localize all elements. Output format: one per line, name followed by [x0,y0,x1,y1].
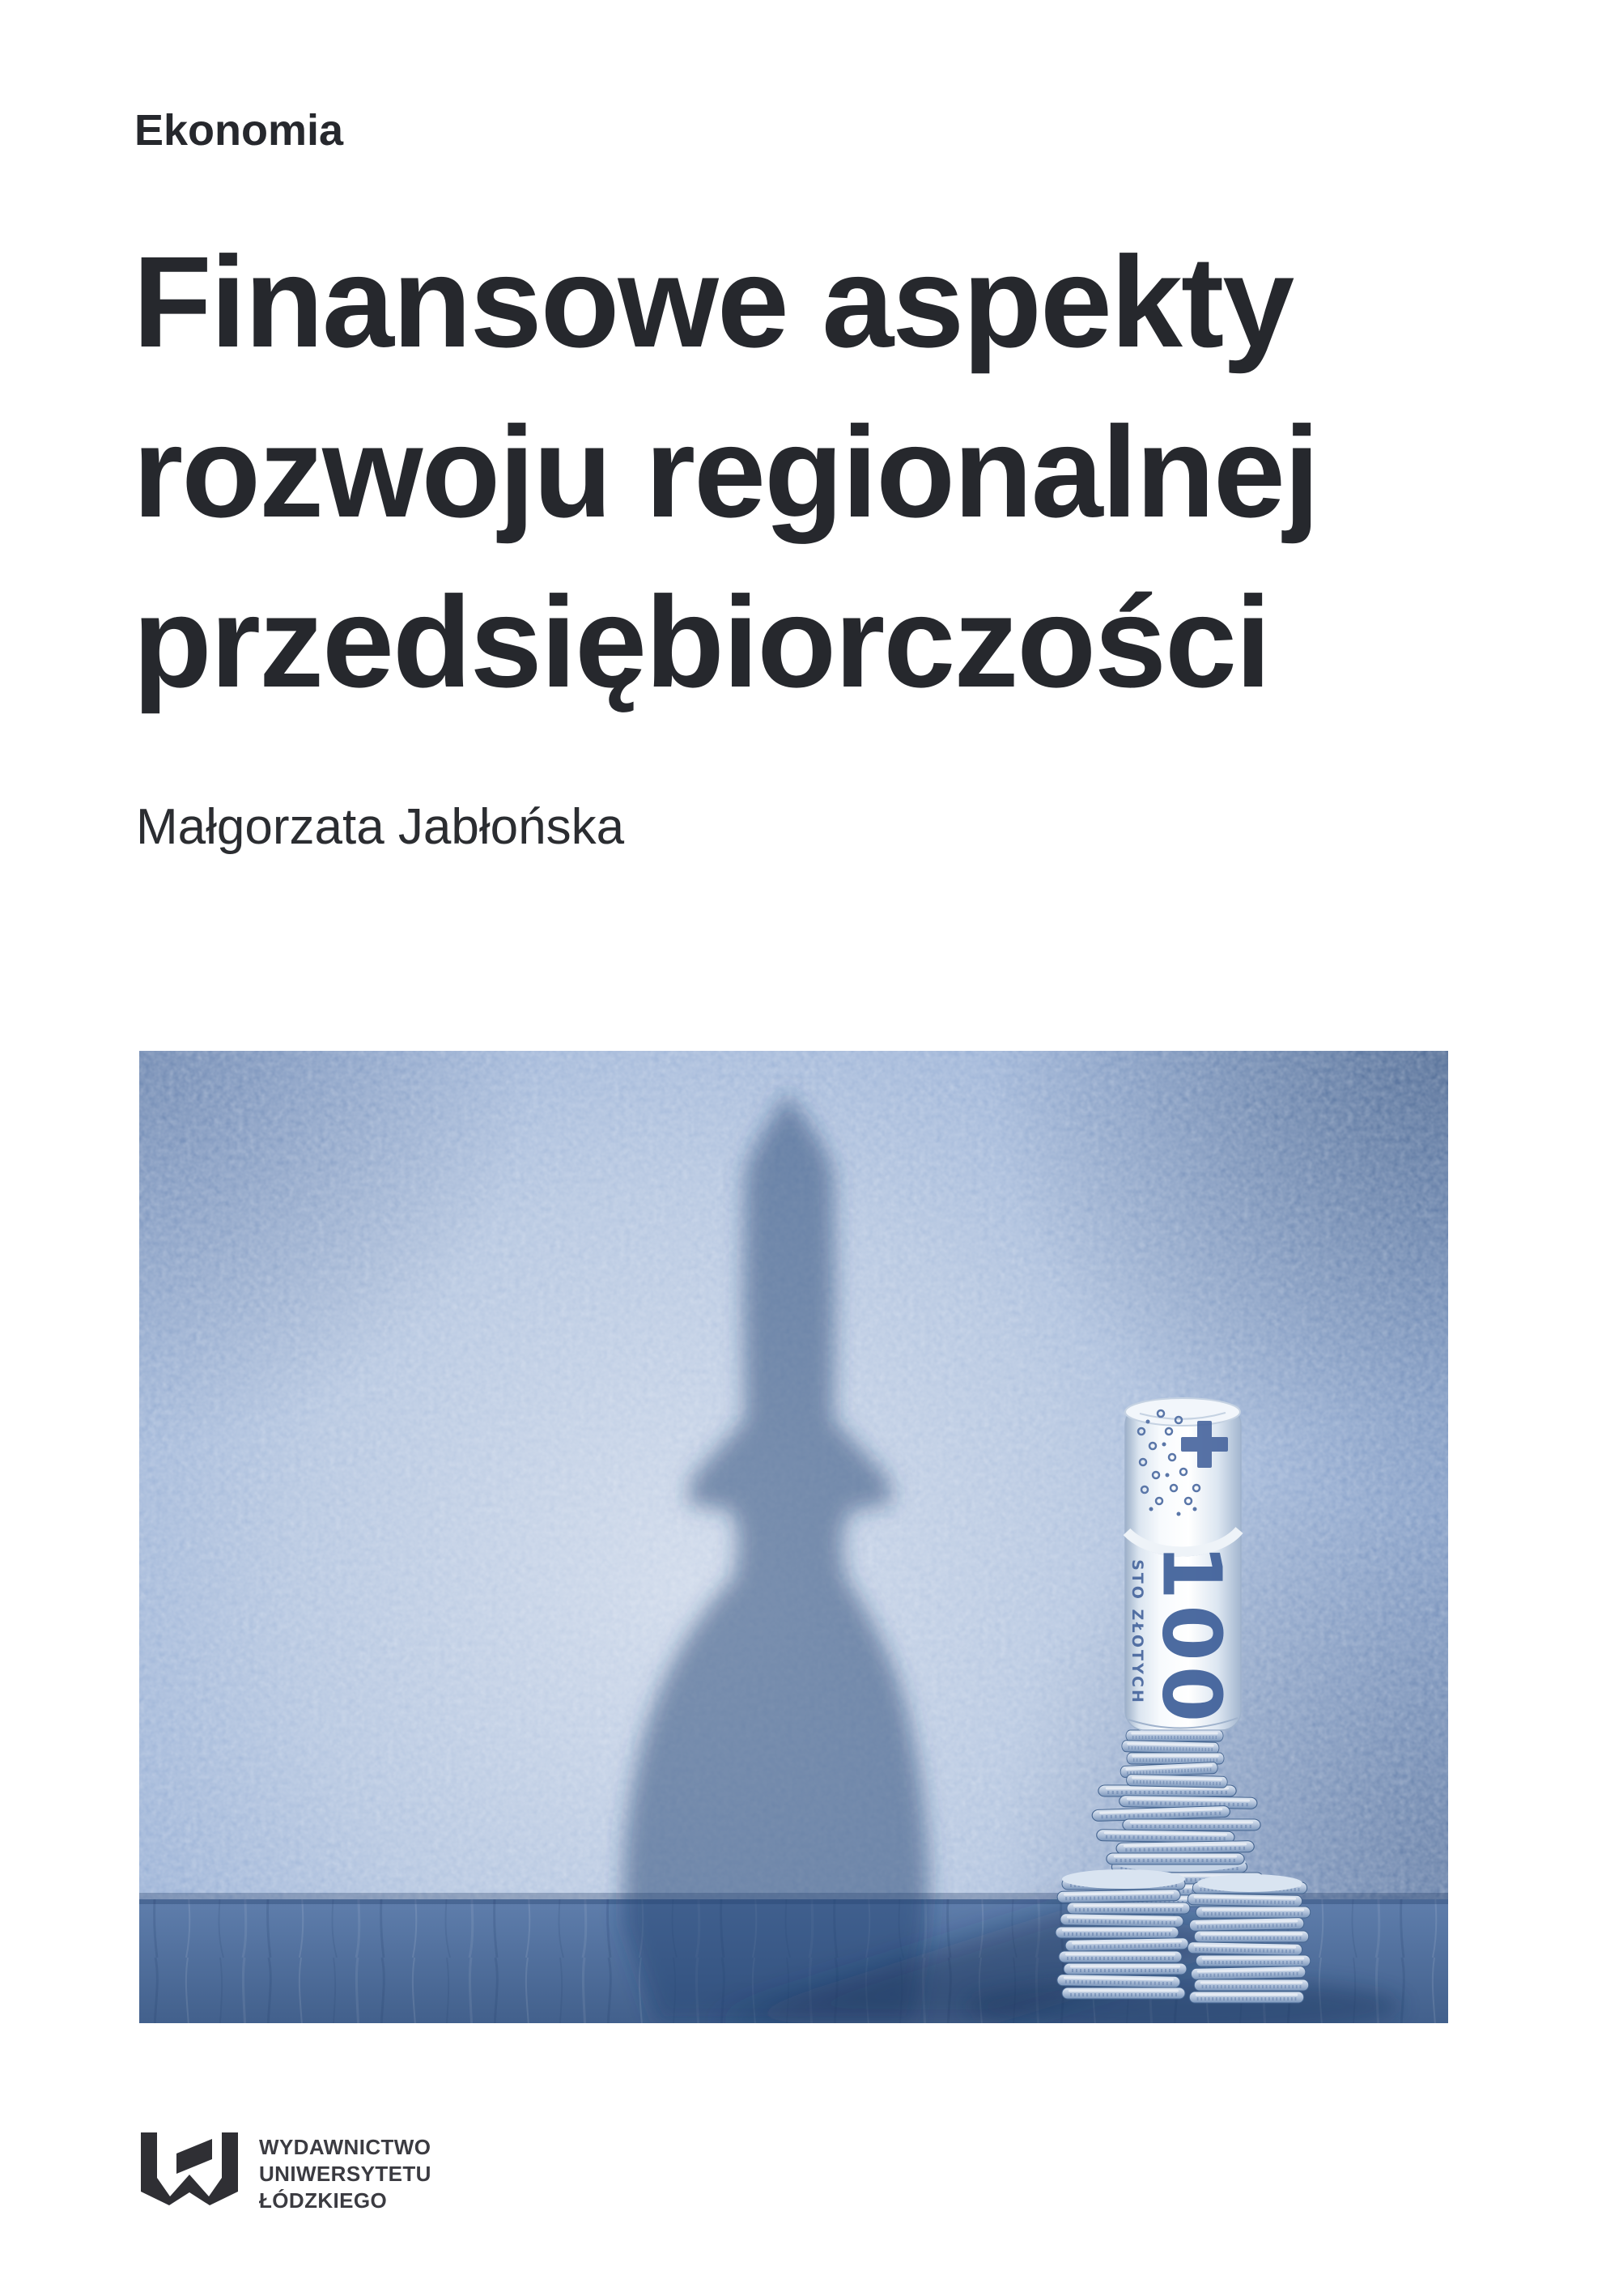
coin-stack-front-left [1056,1869,1190,1999]
category-label: Ekonomia [134,106,344,155]
publisher-logo-icon [138,2131,240,2205]
banknote-roll [1125,1398,1241,1730]
cover-photo-illustration [139,1051,1448,2023]
title-line-3: przedsiębiorczości [133,569,1270,714]
book-title [133,217,1318,727]
banknote-currency-text: STO ZŁOTYCH [1128,1559,1146,1705]
banknote-denomination: 100 [1144,1543,1239,1728]
coin-stack-top [1120,1730,1227,1788]
coin-stack-front-right [1188,1874,1311,2003]
author-name: Małgorzata Jabłońska [136,799,625,855]
banknote-roll-top [1125,1398,1240,1426]
title-line-2: rozwoju regionalnej [133,399,1319,544]
publisher-block [138,2131,704,2212]
title-line-1: Finansowe aspekty [133,229,1294,374]
publisher-name-line-3: ŁÓDZKIEGO [259,2188,388,2213]
publisher-name-line-2: UNIWERSYTETU [259,2162,431,2186]
cover-photo [139,1051,1448,2023]
publisher-name-line-1: WYDAWNICTWO [259,2135,431,2159]
publisher-name [259,2134,431,2214]
